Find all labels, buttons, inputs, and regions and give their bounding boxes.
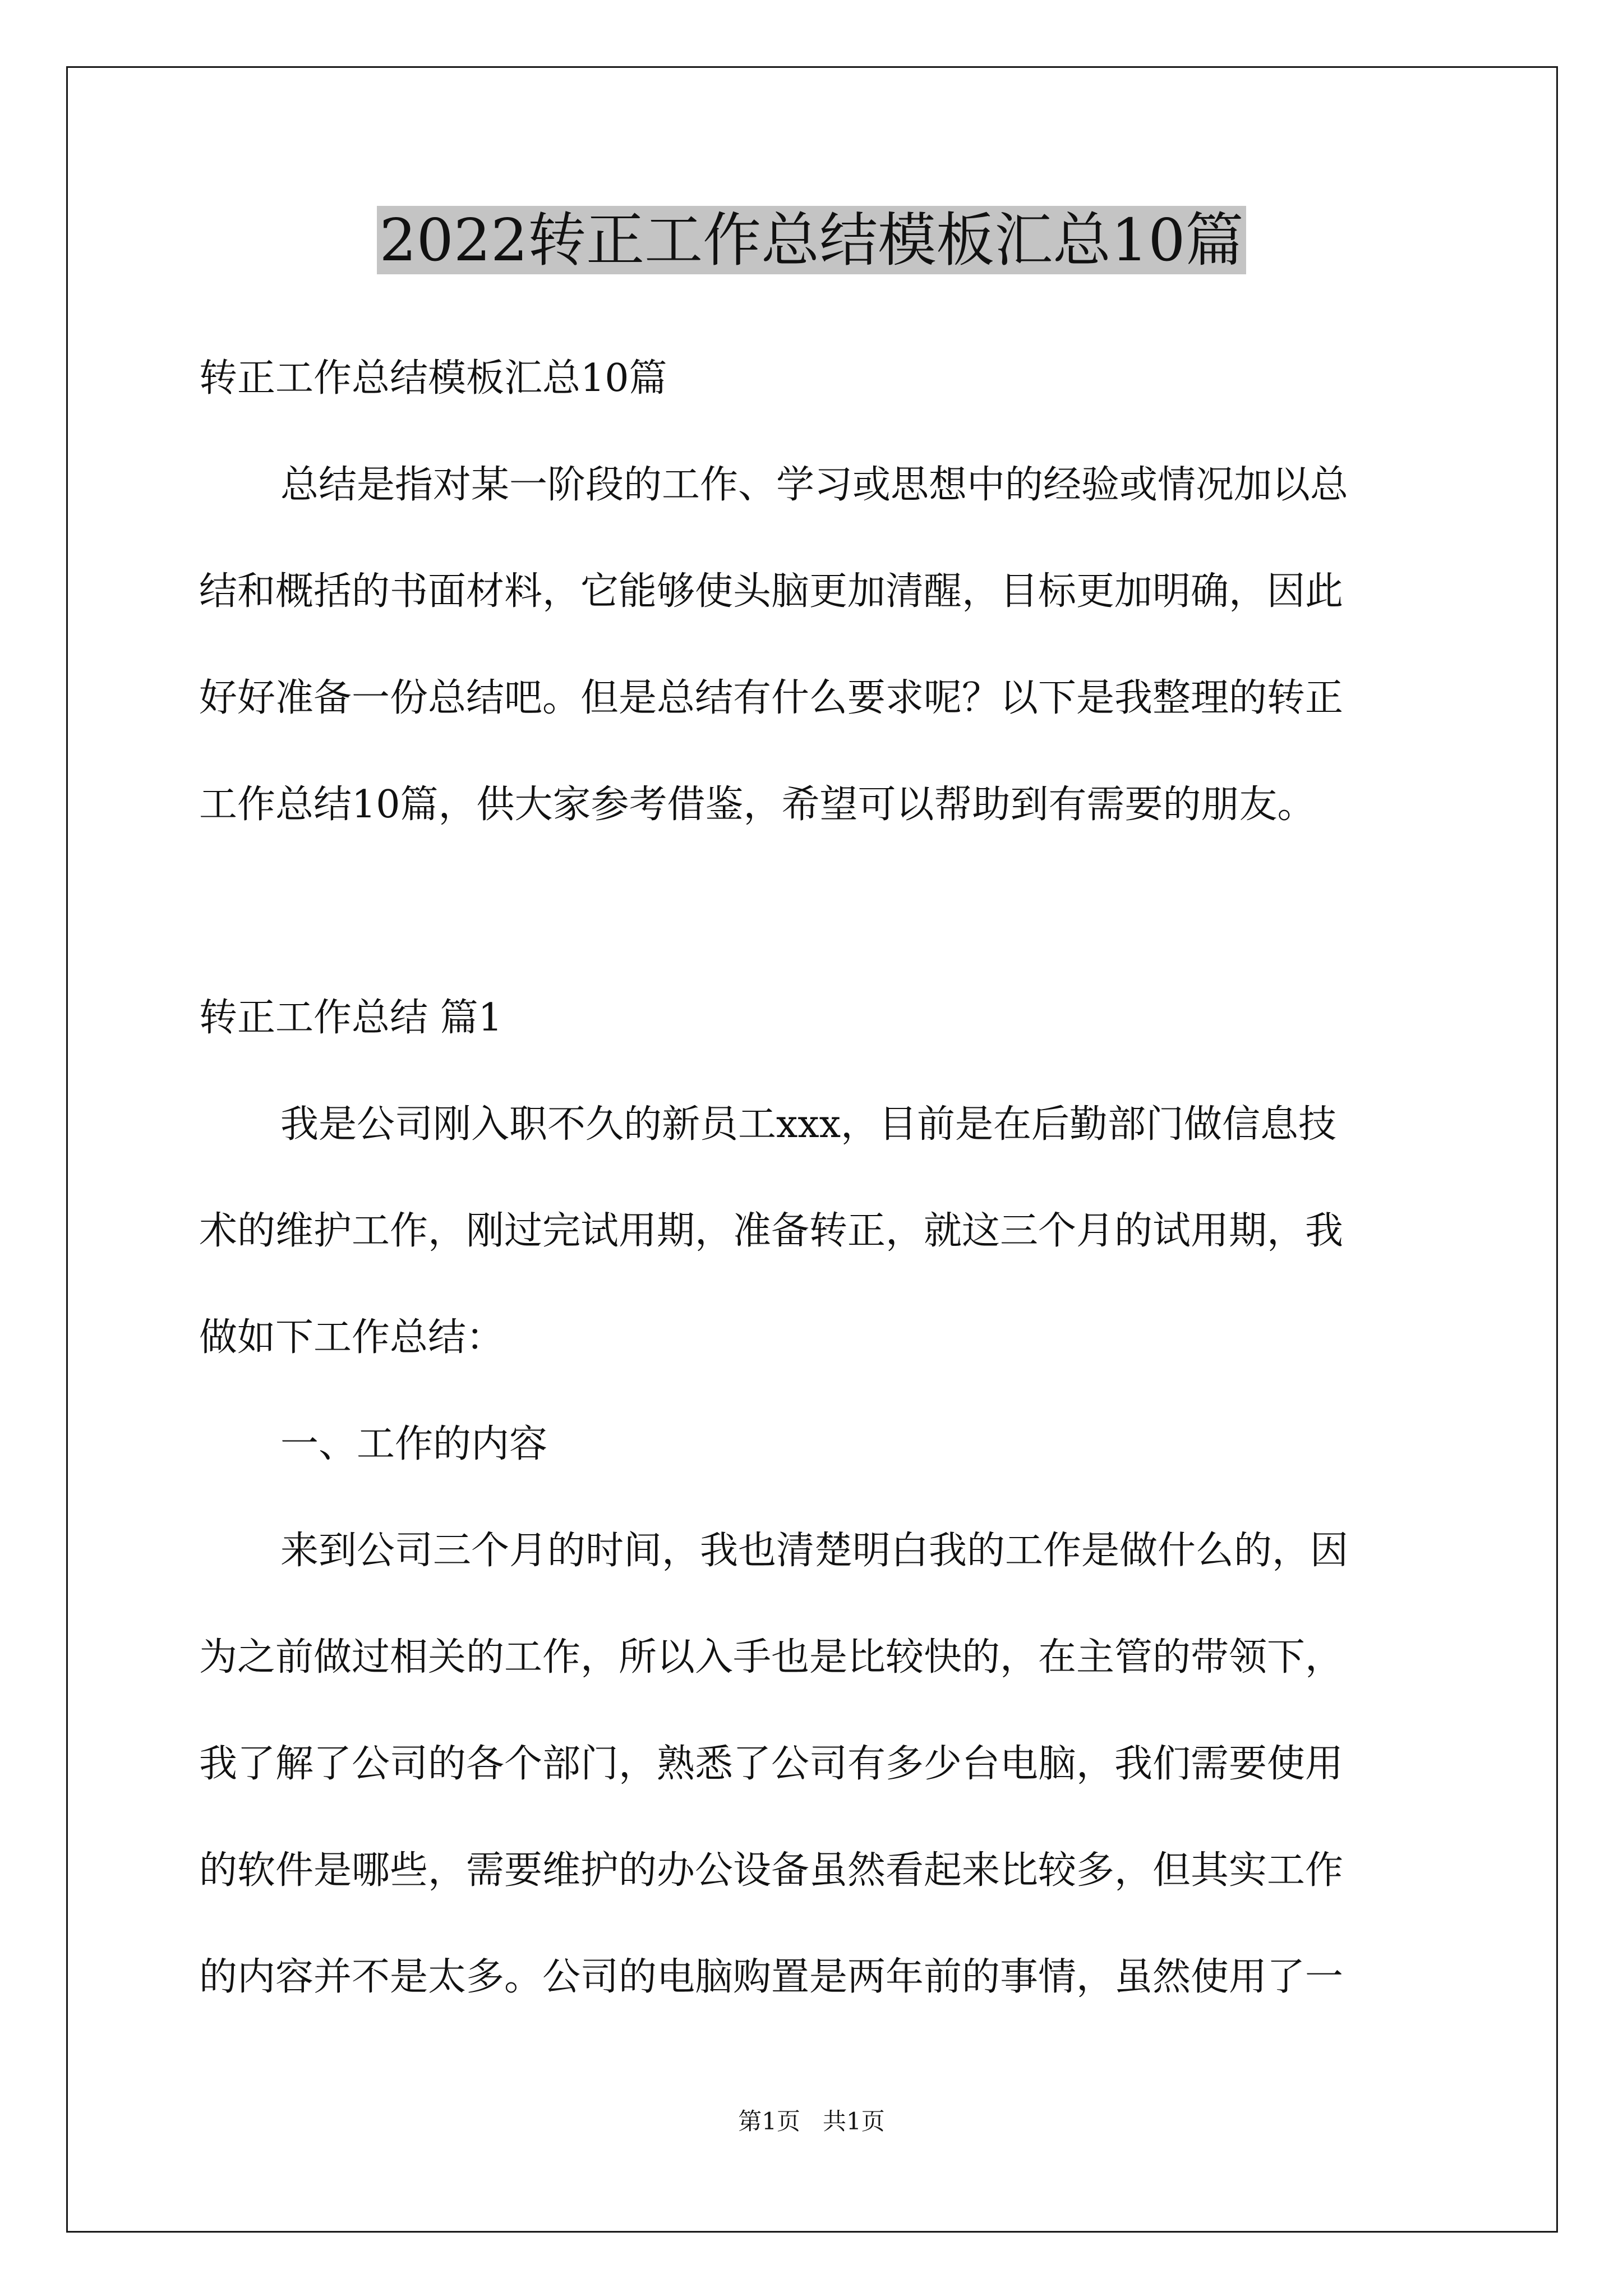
content-line: 为之前做过相关的工作，所以入手也是比较快的，在主管的带领下， [199, 1635, 1344, 1680]
section-line: 术的维护工作，刚过完试用期，准备转正，就这三个月的试用期，我 [199, 1209, 1344, 1253]
intro-line: 工作总结10篇，供大家参考借鉴，希望可以帮助到有需要的朋友。 [199, 783, 1316, 827]
document-subtitle: 转正工作总结模板汇总10篇 [199, 356, 667, 401]
intro-line: 好好准备一份总结吧。但是总结有什么要求呢？以下是我整理的转正 [199, 676, 1344, 720]
intro-line: 总结是指对某一阶段的工作、学习或思想中的经验或情况加以总 [280, 463, 1349, 507]
intro-line: 结和概括的书面材料，它能够使头脑更加清醒，目标更加明确，因此 [199, 569, 1344, 614]
section-line: 做如下工作总结： [199, 1315, 505, 1360]
document-title-text: 2022转正工作总结模板汇总10篇 [377, 206, 1246, 274]
subheading: 一、工作的内容 [280, 1422, 548, 1466]
content-line: 来到公司三个月的时间，我也清楚明白我的工作是做什么的，因 [280, 1529, 1349, 1573]
content-line: 我了解了公司的各个部门，熟悉了公司有多少台电脑，我们需要使用 [199, 1742, 1344, 1786]
section-heading: 转正工作总结 篇1 [199, 996, 502, 1040]
section-line: 我是公司刚入职不久的新员工xxx，目前是在后勤部门做信息技 [280, 1102, 1337, 1147]
page-footer: 第1页 共1页 [738, 2108, 885, 2135]
content-line: 的内容并不是太多。公司的电脑购置是两年前的事情，虽然使用了一 [199, 1955, 1344, 1999]
content-line: 的软件是哪些，需要维护的办公设备虽然看起来比较多，但其实工作 [199, 1848, 1344, 1893]
document-title [0, 201, 1623, 279]
